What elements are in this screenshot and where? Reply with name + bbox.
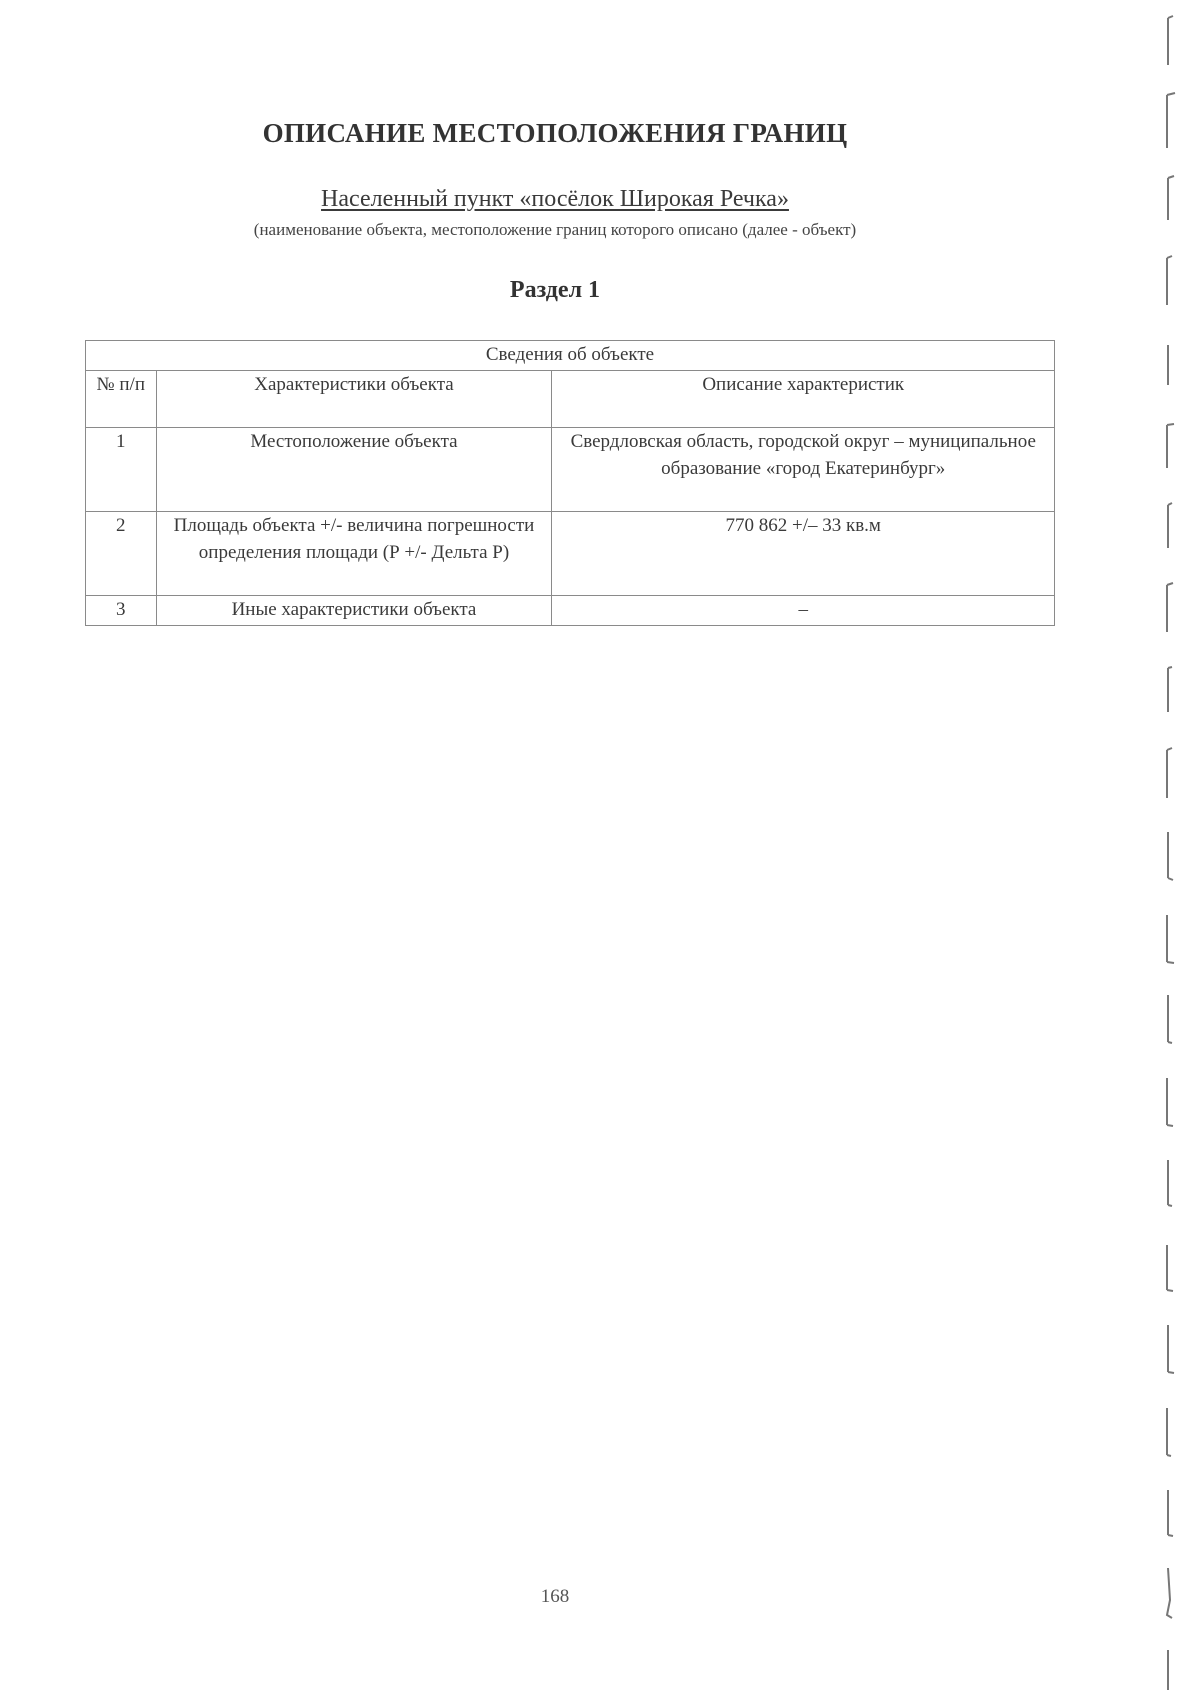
binding-mark — [1168, 1490, 1173, 1536]
binding-mark — [1167, 748, 1172, 798]
header-characteristic: Характеристики объекта — [156, 371, 552, 428]
binding-mark — [1168, 832, 1173, 880]
object-info-table — [85, 340, 1055, 626]
table-header-row — [86, 371, 1055, 428]
binding-mark — [1167, 583, 1173, 632]
binding-mark — [1168, 667, 1172, 712]
object-name-text: Населенный пункт «посёлок Широкая Речка» — [321, 186, 789, 212]
binding-edge-marks — [1160, 0, 1200, 1698]
row-num: 3 — [86, 596, 157, 626]
page-number: 168 — [540, 1586, 570, 1607]
binding-mark — [1167, 1245, 1173, 1291]
table-row — [86, 512, 1055, 596]
binding-mark — [1168, 503, 1172, 548]
table-caption-row — [86, 341, 1055, 371]
row-num: 1 — [86, 428, 157, 512]
row-description: 770 862 +/– 33 кв.м — [552, 512, 1055, 596]
binding-mark — [1168, 176, 1174, 220]
header-description: Описание характеристик — [552, 371, 1055, 428]
row-description: Свердловская область, городской округ – муниципальное образование «город Екатеринбург» — [552, 428, 1055, 512]
binding-mark — [1168, 16, 1173, 65]
header-num: № п/п — [86, 371, 157, 428]
binding-mark — [1168, 1160, 1172, 1206]
row-characteristic: Площадь объекта +/- величина погрешности определения площади (Р +/- Дельта Р) — [156, 512, 552, 596]
binding-mark — [1167, 1078, 1173, 1126]
table-caption: Сведения об объекте — [86, 341, 1055, 371]
binding-mark — [1167, 1568, 1172, 1618]
page-title: ОПИСАНИЕ МЕСТОПОЛОЖЕНИЯ ГРАНИЦ — [262, 118, 848, 148]
table-row — [86, 596, 1055, 626]
binding-mark — [1167, 424, 1174, 468]
object-caption: (наименование объекта, местоположение границ которого описано (далее - объект) — [253, 220, 857, 239]
binding-mark — [1167, 93, 1175, 148]
table-row — [86, 428, 1055, 512]
section-title: Раздел 1 — [509, 277, 601, 303]
binding-mark — [1168, 1325, 1174, 1373]
row-characteristic: Местоположение объекта — [156, 428, 552, 512]
binding-mark — [1167, 256, 1172, 305]
binding-mark — [1167, 915, 1174, 963]
object-name — [0, 186, 1110, 213]
row-description: – — [552, 596, 1055, 626]
binding-mark — [1168, 995, 1172, 1043]
binding-mark — [1167, 1408, 1171, 1456]
row-num: 2 — [86, 512, 157, 596]
row-characteristic: Иные характеристики объекта — [156, 596, 552, 626]
